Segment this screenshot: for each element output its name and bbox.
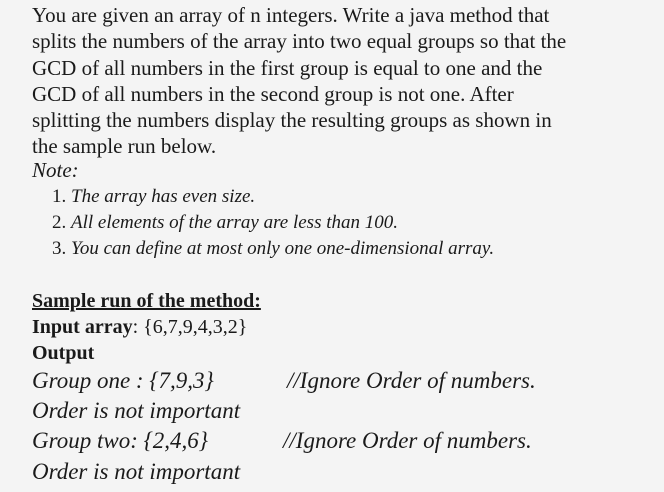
problem-line: splitting the numbers display the resulting groups as shown in [32,108,552,133]
problem-line: the sample run below. [32,134,217,159]
group-one-comment: //Ignore Order of numbers. [287,368,536,393]
group-one-line: Group one : {7,9,3} [32,368,214,393]
note-text: You can define at most only one one-dimensional array. [71,238,495,259]
input-array-value: : {6,7,9,4,3,2} [132,316,248,338]
order-note-two: Order is not important [32,459,241,484]
note-item [52,210,494,236]
input-array-line [32,315,247,339]
input-array-label: Input array [32,316,133,338]
note-number: 2. [52,212,67,233]
sample-run-heading: Sample run of the method: [32,290,261,312]
group-two-line: Group two: {2,4,6} [32,428,208,453]
note-item [52,236,494,262]
problem-statement [32,2,652,160]
output-label: Output [32,342,95,364]
problem-line: You are given an array of n integers. Write a java method that [32,3,550,27]
problem-line: GCD of all numbers in the second group is not one. After [32,81,514,106]
note-text: The array has even size. [71,186,256,207]
note-label: Note: [32,158,79,182]
problem-line: splits the numbers of the array into two equal groups so that the [32,29,567,54]
note-list [52,184,494,262]
note-text: All elements of the array are less than 100. [71,212,398,233]
note-item [52,184,494,210]
order-note-one: Order is not important [32,398,241,423]
group-two-comment: //Ignore Order of numbers. [283,428,532,453]
note-number: 3. [52,238,67,259]
note-number: 1. [52,186,67,207]
problem-line: GCD of all numbers in the first group is equal to one and the [32,55,543,80]
